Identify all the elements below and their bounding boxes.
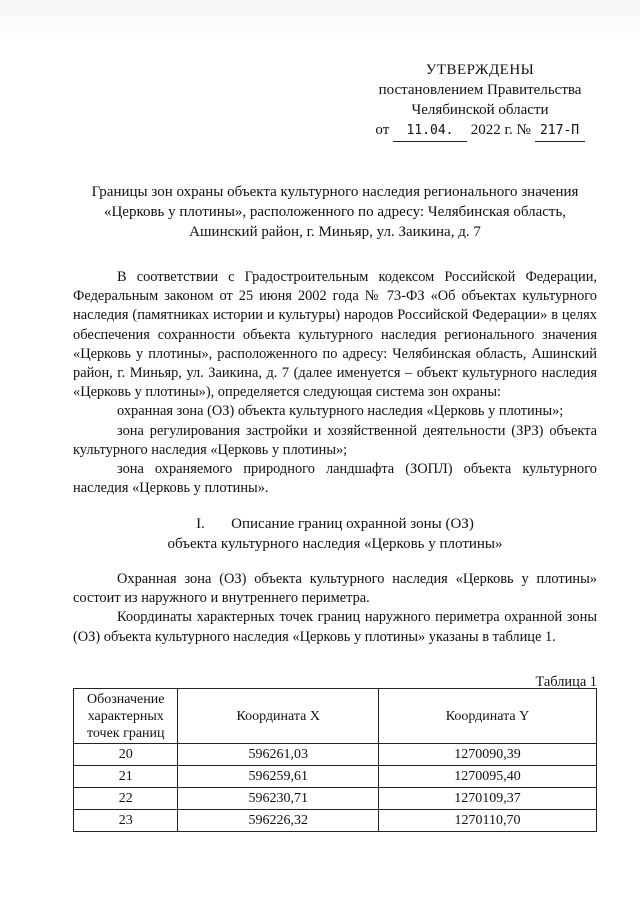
coordinates-table (73, 688, 597, 832)
document-title (70, 182, 600, 242)
approval-by: постановлением Правительства (378, 82, 582, 98)
approval-from: от (375, 122, 390, 138)
cell-x: 596261,03 (178, 744, 379, 766)
intro-text (73, 268, 597, 498)
table-caption: Таблица 1 (535, 674, 597, 690)
approval-number: 217-П (535, 121, 585, 142)
section-text (73, 570, 597, 647)
approval-date-line (330, 120, 630, 142)
title-line-3: Ашинский район, г. Миньяр, ул. Заикина, д. 7 (189, 224, 481, 240)
cell-x: 596259,61 (178, 766, 379, 788)
header-y: Координата Y (378, 689, 596, 744)
cell-point: 23 (74, 810, 178, 832)
section-heading-line-2: объекта культурного наследия «Церковь у плотины» (167, 536, 503, 552)
section-numeral: I. (196, 516, 205, 532)
table-row (74, 788, 597, 810)
approval-block (330, 60, 630, 142)
section-paragraph-2: Координаты характерных точек границ наружного периметра охранной зоны (ОЗ) объекта культурного наследия «Церковь у плотины» указаны в таблице 1. (73, 609, 597, 645)
cell-point: 22 (74, 788, 178, 810)
zone-zopl-item: зона охраняемого природного ландшафта (ЗОПЛ) объекта культурного наследия «Церковь у плотины». (73, 461, 597, 497)
approval-year: 2022 г. № (470, 122, 531, 138)
header-points: Обозначение характерных точек границ (74, 689, 178, 744)
zone-zrz-item: зона регулирования застройки и хозяйственной деятельности (ЗРЗ) объекта культурного наследия «Церковь у плотины»; (73, 422, 597, 458)
cell-y: 1270109,37 (378, 788, 596, 810)
approval-region: Челябинской области (411, 102, 549, 118)
intro-paragraph: В соответствии с Градостроительным кодексом Российской Федерации, Федеральным законом от 25 июня 2002 года № 73-ФЗ «Об объектах культурного наследия (памятниках истории и культуры) народов Российской Федерации» в целях обеспечения сохранности объекта культурного наследия регионального значения «Церковь у плотины», расположенного по адресу: Челябинская область, Ашинский район, г. Миньяр, ул. Заикина, д. 7 (далее именуется – объект культурного наследия «Церковь у плотины»), определяется следующая система зон охраны: (73, 269, 597, 401)
section-paragraph-1: Охранная зона (ОЗ) объекта культурного наследия «Церковь у плотины» состоит из наружного и внутреннего периметра. (73, 571, 597, 607)
section-heading (73, 514, 597, 554)
title-line-2: «Церковь у плотины», расположенного по адресу: Челябинская область, (103, 204, 567, 220)
table-header-row (74, 689, 597, 744)
approval-date: 11.04. (393, 121, 467, 142)
cell-x: 596226,32 (178, 810, 379, 832)
table-row (74, 766, 597, 788)
table-row (74, 810, 597, 832)
cell-point: 21 (74, 766, 178, 788)
title-line-1: Границы зон охраны объекта культурного наследия регионального значения (91, 184, 579, 200)
cell-x: 596230,71 (178, 788, 379, 810)
header-x: Координата X (178, 689, 379, 744)
cell-y: 1270095,40 (378, 766, 596, 788)
cell-y: 1270110,70 (378, 810, 596, 832)
cell-point: 20 (74, 744, 178, 766)
section-heading-line-1 (73, 514, 597, 534)
scan-shadow (0, 0, 640, 40)
zone-oz-item: охранная зона (ОЗ) объекта культурного наследия «Церковь у плотины»; (117, 403, 564, 420)
cell-y: 1270090,39 (378, 744, 596, 766)
approval-heading: УТВЕРЖДЕНЫ (425, 62, 535, 78)
section-title: Описание границ охранной зоны (ОЗ) (231, 516, 474, 532)
table-row (74, 744, 597, 766)
